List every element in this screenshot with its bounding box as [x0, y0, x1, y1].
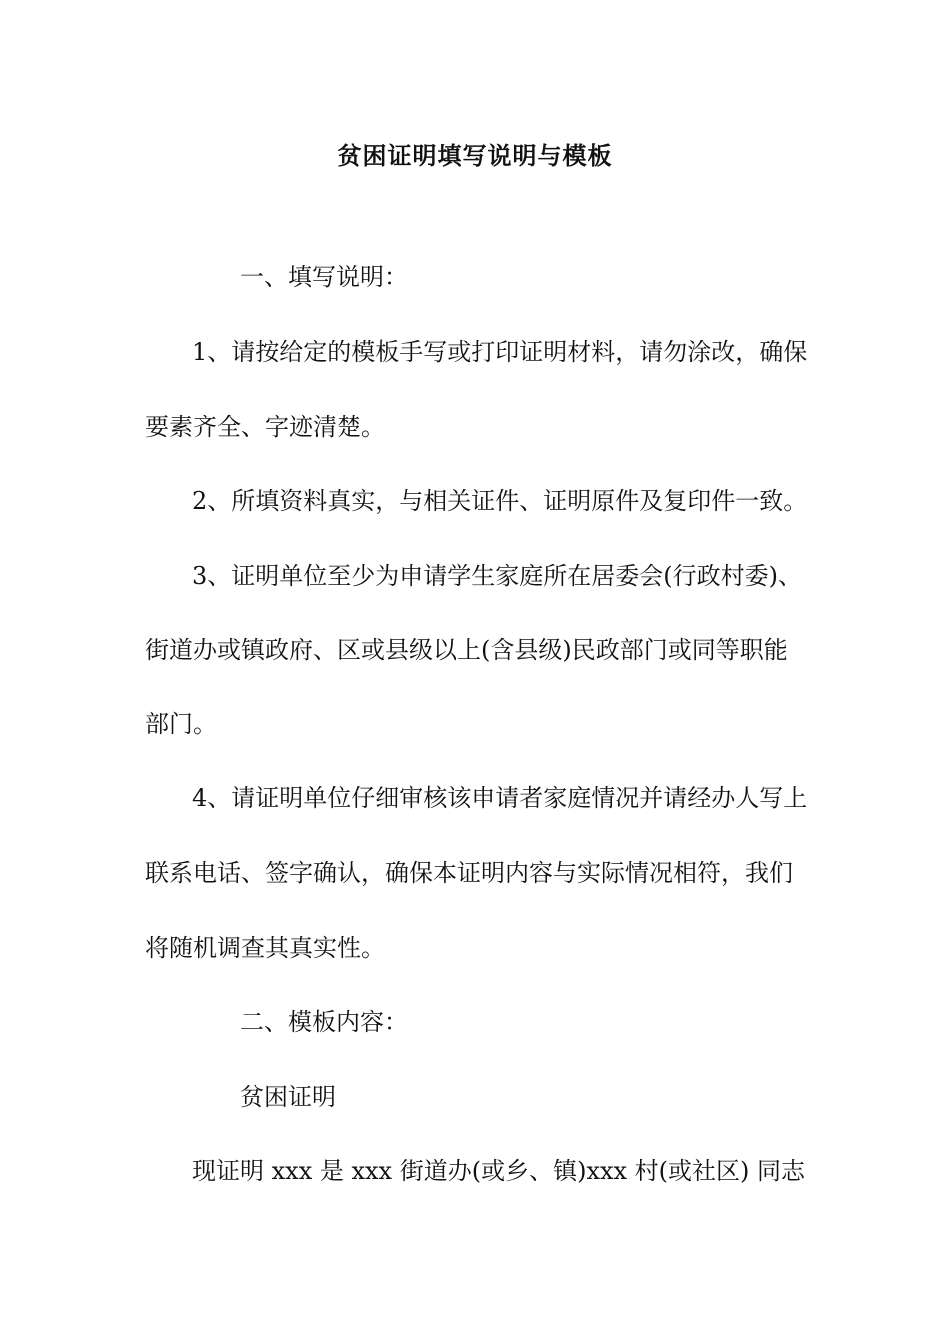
instruction-3-line-2: 街道办或镇政府、区或县级以上(含县级)民政部门或同等职能: [145, 636, 788, 664]
instruction-4-line-1: 4、请证明单位仔细审核该申请者家庭情况并请经办人写上: [192, 784, 808, 812]
template-title: 贫困证明: [240, 1083, 336, 1111]
instruction-2: 2、所填资料真实，与相关证件、证明原件及复印件一致。: [192, 487, 808, 515]
instruction-3-line-1: 3、证明单位至少为申请学生家庭所在居委会(行政村委)、: [192, 562, 802, 590]
instruction-1-line-1: 1、请按给定的模板手写或打印证明材料，请勿涂改，确保: [192, 338, 808, 366]
instruction-4-line-3: 将随机调查其真实性。: [145, 934, 385, 962]
document-title: 贫困证明填写说明与模板: [337, 141, 613, 170]
section-heading-instructions: 一、填写说明：: [240, 263, 408, 291]
instruction-3-line-3: 部门。: [145, 710, 217, 738]
section-heading-template: 二、模板内容：: [240, 1008, 408, 1036]
template-body-line-1: 现证明 xxx 是 xxx 街道办(或乡、镇)xxx 村(或社区) 同志: [192, 1157, 806, 1185]
instruction-4-line-2: 联系电话、签字确认，确保本证明内容与实际情况相符，我们: [145, 859, 793, 887]
instruction-1-line-2: 要素齐全、字迹清楚。: [145, 413, 385, 441]
